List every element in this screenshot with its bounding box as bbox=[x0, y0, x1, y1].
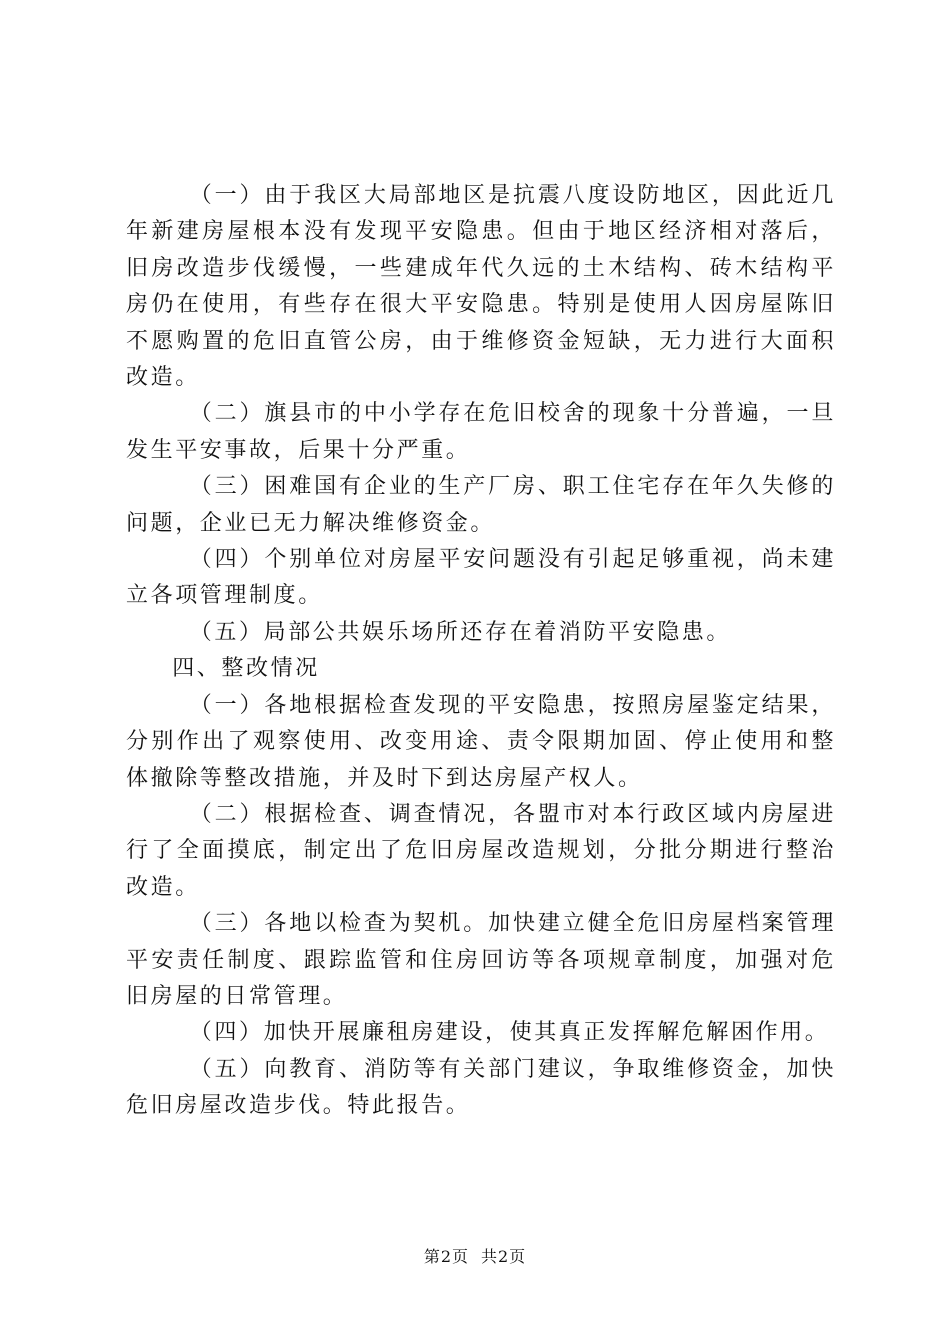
paragraph-4: （四）个别单位对房屋平安问题没有引起足够重视，尚未建立各项管理制度。 bbox=[126, 547, 836, 609]
paragraph-10: （五）向教育、消防等有关部门建议，争取维修资金，加快危旧房屋改造步伐。特此报告。 bbox=[126, 1056, 836, 1119]
page-total: 共2页 bbox=[481, 1247, 527, 1266]
paragraph-5: （五）局部公共娱乐场所还存在着消防平安隐患。 bbox=[189, 619, 731, 645]
paragraph-9: （四）加快开展廉租房建设，使其真正发挥解危解困作用。 bbox=[189, 1020, 830, 1046]
paragraph-1: （一）由于我区大局部地区是抗震八度设防地区，因此近几年新建房屋根本没有发现平安隐患。但由于地区经济相对落后，旧房改造步伐缓慢，一些建成年代久远的土木结构、砖木结构平房仍在使用，有些存在很大平安隐患。特别是使用人因房屋陈旧不愿购置的危旧直管公房，由于维修资金短缺，无力进行大面积改造。 bbox=[126, 183, 836, 391]
paragraph-2: （二）旗县市的中小学存在危旧校舍的现象十分普遍，一旦发生平安事故，后果十分严重。 bbox=[126, 401, 836, 463]
paragraph-6: （一）各地根据检查发现的平安隐患，按照房屋鉴定结果，分别作出了观察使用、改变用途、责令限期加固、停止使用和整体撤除等整改措施，并及时下到达房屋产权人。 bbox=[126, 692, 836, 791]
section-heading: 四、整改情况 bbox=[172, 656, 320, 682]
page-footer bbox=[0, 1244, 950, 1267]
paragraph-3: （三）困难国有企业的生产厂房、职工住宅存在年久失修的问题，企业已无力解决维修资金。 bbox=[126, 474, 836, 536]
paragraph-8: （三）各地以检查为契机。加快建立健全危旧房屋档案管理平安责任制度、跟踪监管和住房回访等各项规章制度，加强对危旧房屋的日常管理。 bbox=[126, 911, 836, 1009]
page-number: 第2页 bbox=[423, 1247, 469, 1266]
paragraph-7: （二）根据检查、调查情况，各盟市对本行政区域内房屋进行了全面摸底，制定出了危旧房屋改造规划，分批分期进行整治改造。 bbox=[126, 801, 836, 900]
document-body bbox=[126, 178, 836, 1125]
